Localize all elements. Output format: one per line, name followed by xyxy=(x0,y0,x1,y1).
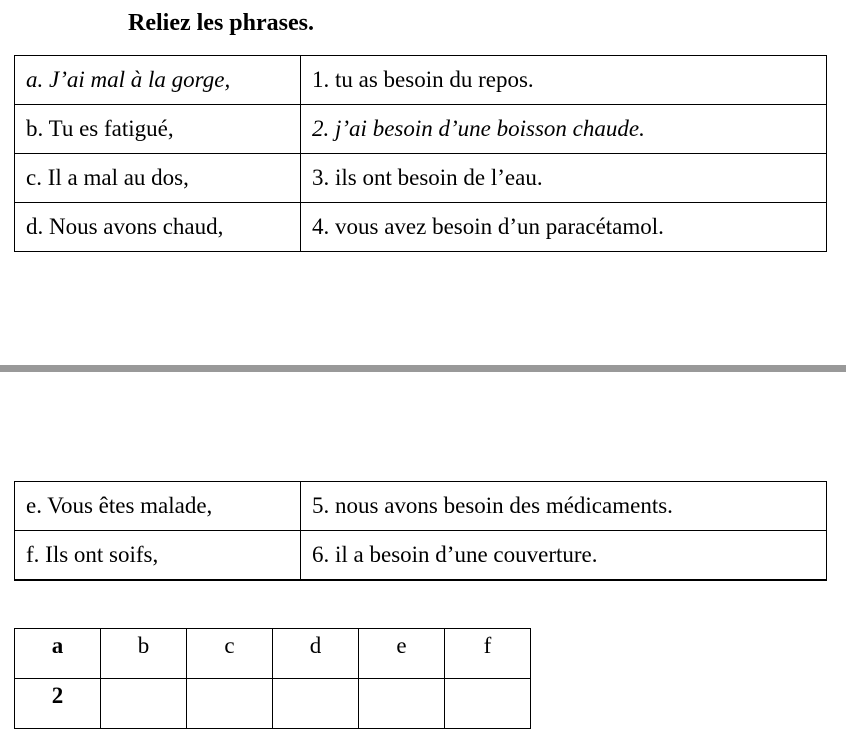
answer-cell-f[interactable] xyxy=(445,679,531,729)
sentence-end-1: 1. tu as besoin du repos. xyxy=(301,56,827,105)
table-row xyxy=(15,105,827,154)
answer-letter-b: b xyxy=(101,629,187,679)
table-row xyxy=(15,56,827,105)
answer-letter-e: e xyxy=(359,629,445,679)
matching-table-top xyxy=(14,55,827,252)
table-row xyxy=(15,531,827,581)
answer-letters-row xyxy=(15,629,531,679)
table-row xyxy=(15,203,827,252)
sentence-end-4: 4. vous avez besoin d’un paracétamol. xyxy=(301,203,827,252)
matching-table-bottom xyxy=(14,481,827,581)
sentence-end-6: 6. il a besoin d’une couverture. xyxy=(301,531,827,581)
worksheet-title: Reliez les phrases. xyxy=(128,10,314,36)
section-divider xyxy=(0,365,846,372)
answer-letter-f: f xyxy=(445,629,531,679)
answer-cell-a: 2 xyxy=(15,679,101,729)
answer-cell-c[interactable] xyxy=(187,679,273,729)
answer-letter-d: d xyxy=(273,629,359,679)
answer-letter-c: c xyxy=(187,629,273,679)
sentence-start-b: b. Tu es fatigué, xyxy=(15,105,301,154)
sentence-start-f: f. Ils ont soifs, xyxy=(15,531,301,581)
table-row xyxy=(15,482,827,531)
sentence-start-a: a. J’ai mal à la gorge, xyxy=(15,56,301,105)
answer-grid xyxy=(14,628,531,729)
answer-letter-a: a xyxy=(15,629,101,679)
answer-cell-d[interactable] xyxy=(273,679,359,729)
answer-cell-e[interactable] xyxy=(359,679,445,729)
sentence-end-5: 5. nous avons besoin des médicaments. xyxy=(301,482,827,531)
sentence-end-2: 2. j’ai besoin d’une boisson chaude. xyxy=(301,105,827,154)
answer-cell-b[interactable] xyxy=(101,679,187,729)
table-row xyxy=(15,154,827,203)
answer-values-row xyxy=(15,679,531,729)
sentence-start-c: c. Il a mal au dos, xyxy=(15,154,301,203)
sentence-end-3: 3. ils ont besoin de l’eau. xyxy=(301,154,827,203)
sentence-start-d: d. Nous avons chaud, xyxy=(15,203,301,252)
sentence-start-e: e. Vous êtes malade, xyxy=(15,482,301,531)
